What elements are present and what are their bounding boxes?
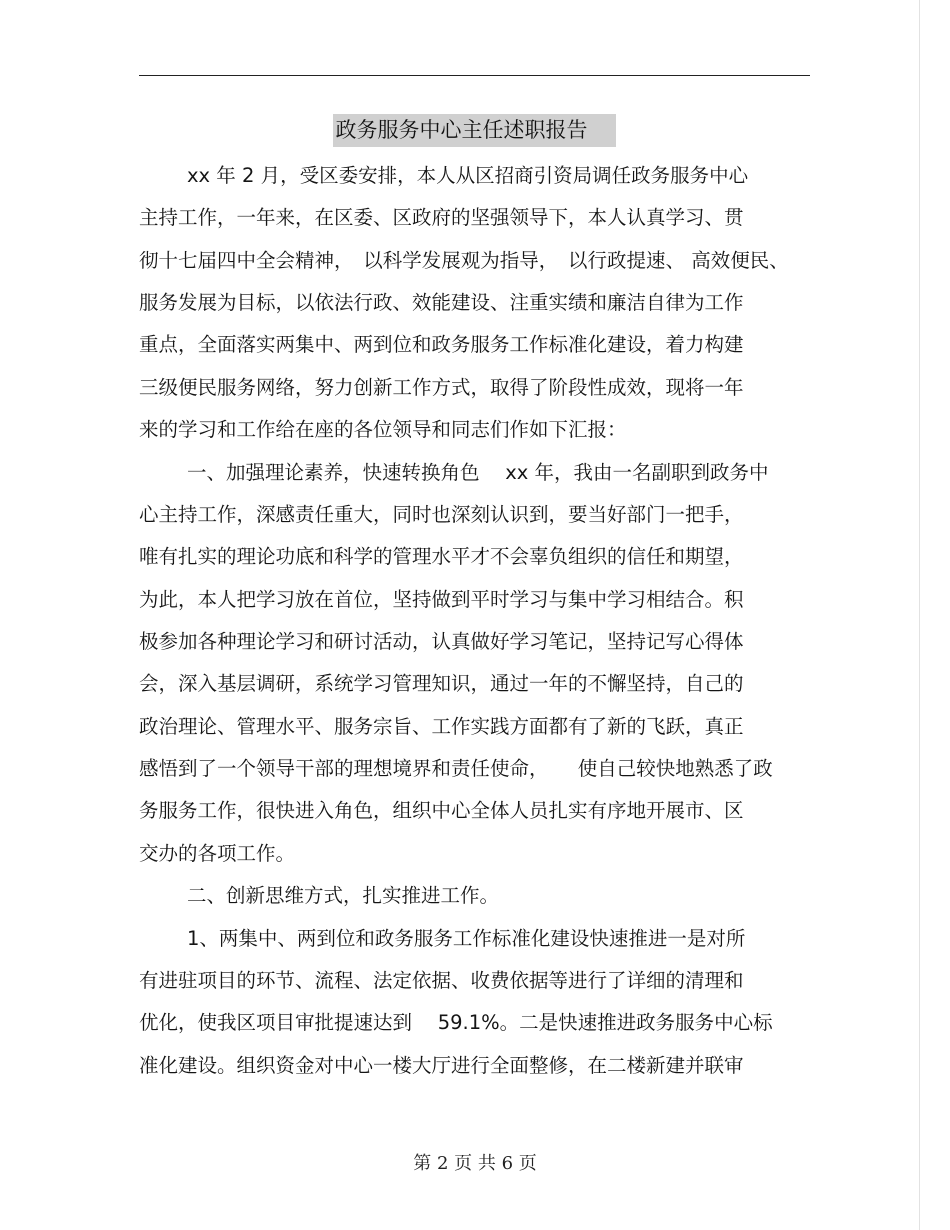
paragraph-line: 有进驻项目的环节、流程、法定依据、收费依据等进行了详细的清理和	[139, 969, 744, 992]
page-edge-line	[919, 0, 920, 1230]
title-container	[0, 114, 950, 147]
header-rule	[139, 75, 810, 76]
paragraph-line: 彻十七届四中全会精神， 以科学发展观为指导， 以行政提速、 高效便民、	[139, 249, 789, 272]
paragraph-line: 为此，本人把学习放在首位，坚持做到平时学习与集中学习相结合。积	[139, 588, 744, 611]
paragraph-line: 三级便民服务网络，努力创新工作方式，取得了阶段性成效，现将一年	[139, 376, 744, 399]
paragraph-line: 政治理论、管理水平、服务宗旨、工作实践方面都有了新的飞跃，真正	[139, 715, 744, 738]
section-heading-line: 一、加强理论素养，快速转换角色 xx 年，我由一名副职到政务中	[187, 461, 769, 484]
paragraph-line: 会，深入基层调研，系统学习管理知识，通过一年的不懈坚持，自己的	[139, 672, 744, 695]
paragraph-line: 来的学习和工作给在座的各位领导和同志们作如下汇报：	[139, 418, 627, 441]
section-heading-line: 二、创新思维方式，扎实推进工作。	[187, 884, 500, 907]
paragraph-line: 准化建设。组织资金对中心一楼大厅进行全面整修，在二楼新建并联审	[139, 1054, 744, 1077]
paragraph-line: 服务发展为目标，以依法行政、效能建设、注重实绩和廉洁自律为工作	[139, 291, 744, 314]
paragraph-line: 极参加各种理论学习和研讨活动，认真做好学习笔记，坚持记写心得体	[139, 630, 744, 653]
paragraph-line: 优化，使我区项目审批提速达到 59.1%。二是快速推进政务服务中心标	[139, 1011, 773, 1034]
paragraph-line: 主持工作，一年来，在区委、区政府的坚强领导下，本人认真学习、贯	[139, 206, 744, 229]
paragraph-line: xx 年 2 月，受区委安排，本人从区招商引资局调任政务服务中心	[187, 164, 749, 187]
paragraph-line: 交办的各项工作。	[139, 842, 296, 865]
paragraph-line: 感悟到了一个领导干部的理想境界和责任使命， 使自己较快地熟悉了政	[139, 757, 773, 780]
paragraph-line: 唯有扎实的理论功底和科学的管理水平才不会辜负组织的信任和期望，	[139, 545, 744, 568]
page-number: 第 2 页 共 6 页	[413, 1153, 537, 1174]
paragraph-line: 1、两集中、两到位和政务服务工作标准化建设快速推进一是对所	[187, 927, 746, 950]
document-title: 政务服务中心主任述职报告	[333, 114, 616, 147]
paragraph-line: 心主持工作，深感责任重大，同时也深刻认识到，要当好部门一把手，	[139, 503, 744, 526]
paragraph-line: 务服务工作，很快进入角色，组织中心全体人员扎实有序地开展市、区	[139, 799, 744, 822]
paragraph-line: 重点，全面落实两集中、两到位和政务服务工作标准化建设，着力构建	[139, 333, 744, 356]
